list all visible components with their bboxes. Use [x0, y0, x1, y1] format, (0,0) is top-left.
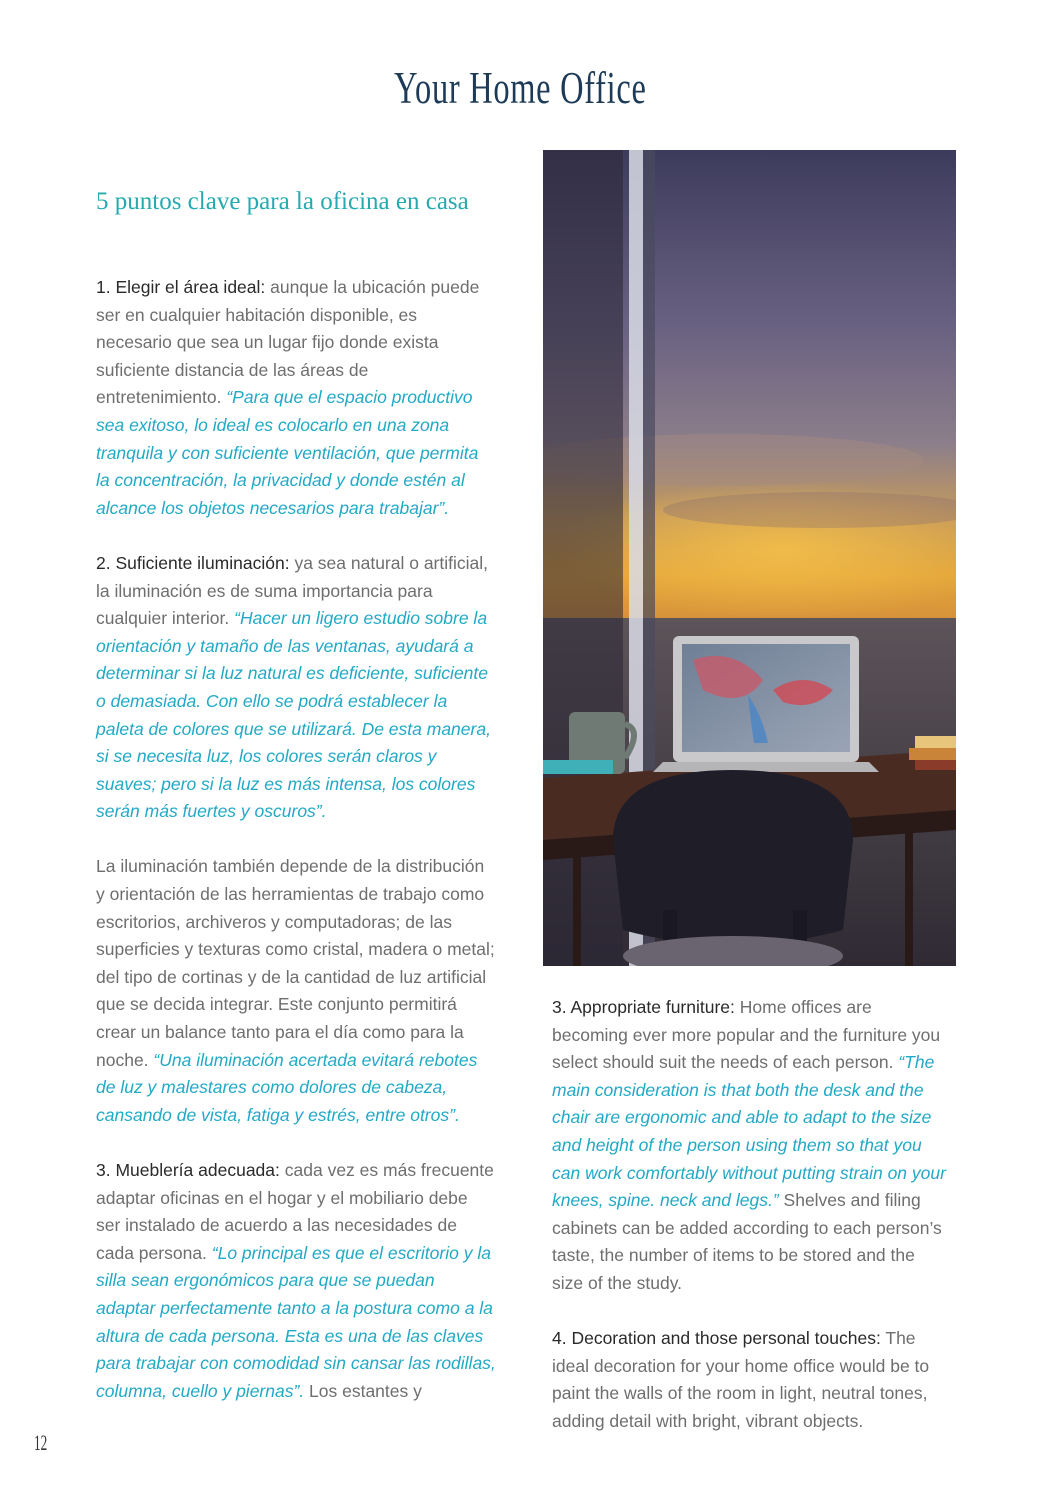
- paragraph-lead: 4. Decoration and those personal touches:: [552, 1328, 881, 1349]
- page-title: Your Home Office: [394, 63, 647, 113]
- paragraph-lead: 2. Suficiente iluminación:: [96, 552, 290, 573]
- paragraph-furniture: [552, 994, 947, 1298]
- paragraph-quote: “The main consideration is that both the desk and the chair are ergonomic and able to adapt to the size and height of the person using them so that you can work comfortably without putting strain on your knees, spine. neck and legs.”: [552, 1052, 946, 1211]
- section-heading: 5 puntos clave para la oficina en casa: [96, 188, 469, 215]
- paragraph-text: cada vez es más frecuente adaptar oficinas en el hogar y el mobiliario debe ser instalado de acuerdo a las necesidades de cada persona.: [96, 1160, 494, 1263]
- paragraph-area-ideal: [96, 274, 496, 522]
- page-number: 12: [34, 1430, 48, 1455]
- home-office-photo: [543, 150, 956, 966]
- paragraph-text: The ideal decoration for your home office would be to paint the walls of the room in light, neutral tones, adding detail with bright, vibrant objects.: [552, 1328, 930, 1431]
- paragraph-iluminacion-detalle: [96, 853, 496, 1129]
- paragraph-iluminacion: [96, 550, 496, 826]
- paragraph-lead: 3. Appropriate furniture:: [552, 997, 735, 1017]
- paragraph-quote: “Hacer un ligero estudio sobre la orientación y tamaño de las ventanas, ayudará a determinar si la luz natural es deficiente, suficiente o demasiada. Con ello se podrá establecer la paleta de colores que se utilizará. De esta manera, si se necesita luz, los colores serán claros y suaves; pero si la luz es más intensa, los colores serán más fuertes y oscuros”.: [96, 608, 491, 822]
- paragraph-quote: “Para que el espacio productivo sea exitoso, lo ideal es colocarlo en una zona tranquila y con suficiente ventilación, que permita la concentración, la privacidad y donde estén al alcance los objetos necesarios para trabajar”.: [96, 387, 479, 518]
- paragraph-decoration: [552, 1325, 947, 1435]
- paragraph-text: ya sea natural o artificial, la iluminación es de suma importancia para cualquier interior.: [96, 552, 489, 629]
- photo-illustration: [543, 150, 956, 966]
- paragraph-tail: Los estantes y: [304, 1380, 422, 1401]
- paragraph-tail: Shelves and filing cabinets can be added according to each person’s taste, the number of items to be stored and the size of the study.: [552, 1190, 942, 1293]
- right-column: [552, 994, 947, 1463]
- paragraph-text: La iluminación también depende de la distribución y orientación de las herramientas de trabajo como escritorios, archiveros y computadoras; de las superficies y texturas como cristal, madera o metal; del tipo de cortinas y de la cantidad de luz artificial que se decida integrar. Este conjunto permitirá crear un balance tanto para el día como para la noche.: [96, 856, 495, 1070]
- paragraph-muebleria: [96, 1157, 496, 1405]
- paragraph-quote: “Una iluminación acertada evitará rebotes de luz y malestares como dolores de cabeza, cansando de vista, fatiga y estrés, entre otros”.: [96, 1049, 478, 1125]
- paragraph-lead: 3. Mueblería adecuada:: [96, 1160, 280, 1180]
- paragraph-text: Home offices are becoming ever more popular and the furniture you select should suit the needs of each person.: [552, 997, 941, 1073]
- paragraph-text: aunque la ubicación puede ser en cualquier habitación disponible, es necesario que sea un lugar fijo donde exista suficiente distancia de las áreas de entretenimiento.: [96, 277, 480, 408]
- left-column: [96, 274, 496, 1433]
- paragraph-lead: 1. Elegir el área ideal:: [96, 277, 266, 297]
- paragraph-quote: “Lo principal es que el escritorio y la silla sean ergonómicos para que se puedan adaptar perfectamente tanto a la postura como a la altura de cada persona. Esta es una de las claves para trabajar con comodidad sin cansar las rodillas, columna, cuello y piernas”.: [96, 1242, 496, 1401]
